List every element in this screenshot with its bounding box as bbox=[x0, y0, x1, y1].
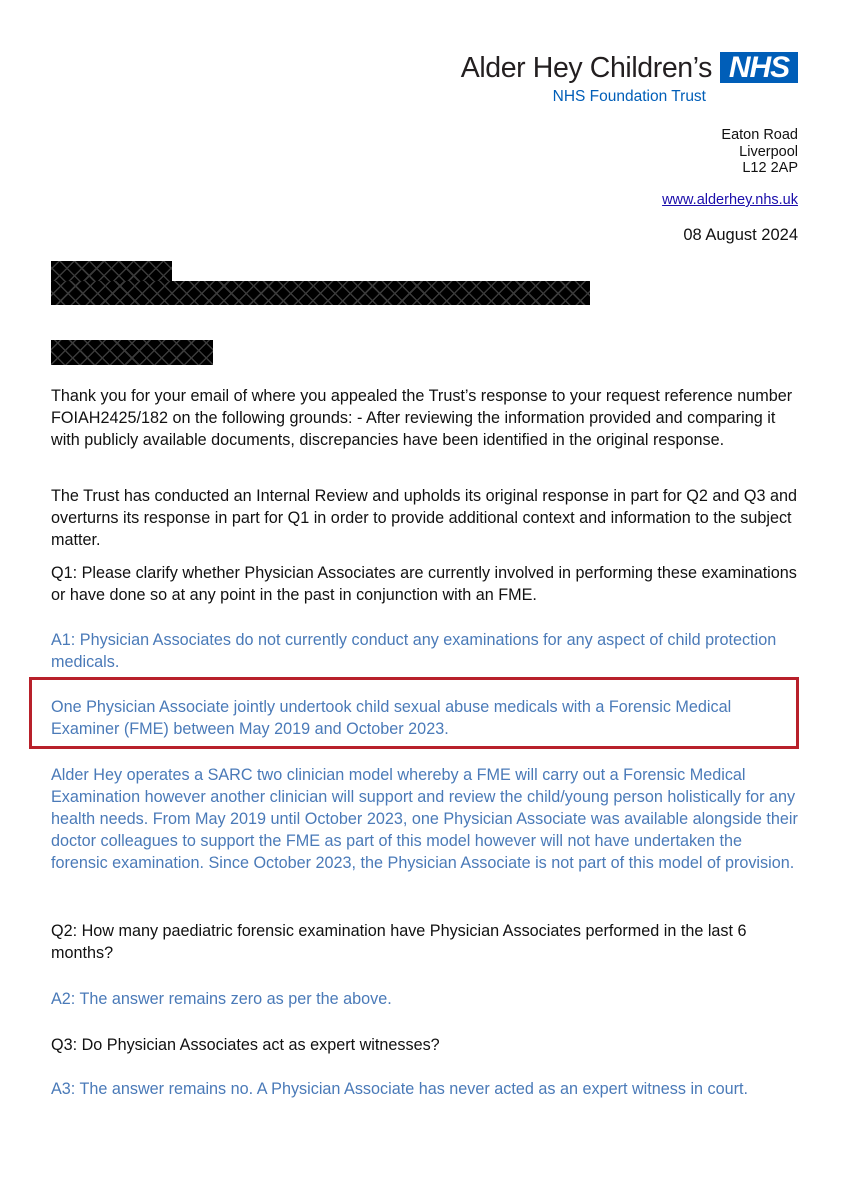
nhs-logo: NHS bbox=[720, 52, 798, 83]
website-link[interactable]: www.alderhey.nhs.uk bbox=[662, 192, 798, 208]
review-paragraph: The Trust has conducted an Internal Review and upholds its original response in part for Q2 and Q3 and overturns its response in part for Q1 in order to provide additional context and information to the subject matter. bbox=[51, 487, 797, 549]
answer-1: A1: Physician Associates do not currently conduct any examinations for any aspect of child protection medicals. bbox=[51, 631, 777, 671]
org-name: Alder Hey Children’s bbox=[460, 52, 712, 84]
letter-date: 08 August 2024 bbox=[683, 226, 798, 244]
question-3: Q3: Do Physician Associates act as expert witnesses? bbox=[51, 1036, 440, 1054]
address-line: Eaton Road bbox=[721, 127, 798, 143]
redaction-block bbox=[51, 261, 172, 281]
address-line: Liverpool bbox=[739, 143, 798, 160]
answer-1-detail: Alder Hey operates a SARC two clinician model whereby a FME will carry out a Forensic Medical Examination however another clinician will support and review the child/young person holistically for any health needs. From May 2019 until October 2023, one Physician Associate was available alongside their doctor colleagues to support the FME as part of this model however will not have undertaken the forensic examination. Since October 2023, the Physician Associate is not part of this model of provision. bbox=[51, 766, 798, 872]
question-1: Q1: Please clarify whether Physician Associates are currently involved in performing these examinations or have done so at any point in the past in conjunction with an FME. bbox=[51, 564, 797, 604]
answer-3: A3: The answer remains no. A Physician Associate has never acted as an expert witness in court. bbox=[51, 1080, 749, 1098]
intro-paragraph: Thank you for your email of where you appealed the Trust’s response to your request reference number FOIAH2425/182 on the following grounds: - After reviewing the information provided and comparing it with publicly available documents, discrepancies have been identified in the original response. bbox=[51, 387, 793, 449]
org-subtitle: NHS Foundation Trust bbox=[552, 88, 706, 105]
address-block bbox=[721, 127, 798, 177]
redaction-block bbox=[51, 340, 213, 365]
question-2: Q2: How many paediatric forensic examination have Physician Associates performed in the last 6 months? bbox=[51, 922, 747, 962]
answer-2: A2: The answer remains zero as per the above. bbox=[51, 990, 392, 1008]
answer-1-highlight: One Physician Associate jointly undertook child sexual abuse medicals with a Forensic Medical Examiner (FME) between May 2019 and October 2023. bbox=[51, 698, 732, 738]
redaction-block bbox=[51, 281, 590, 305]
address-line: L12 2AP bbox=[742, 160, 798, 176]
